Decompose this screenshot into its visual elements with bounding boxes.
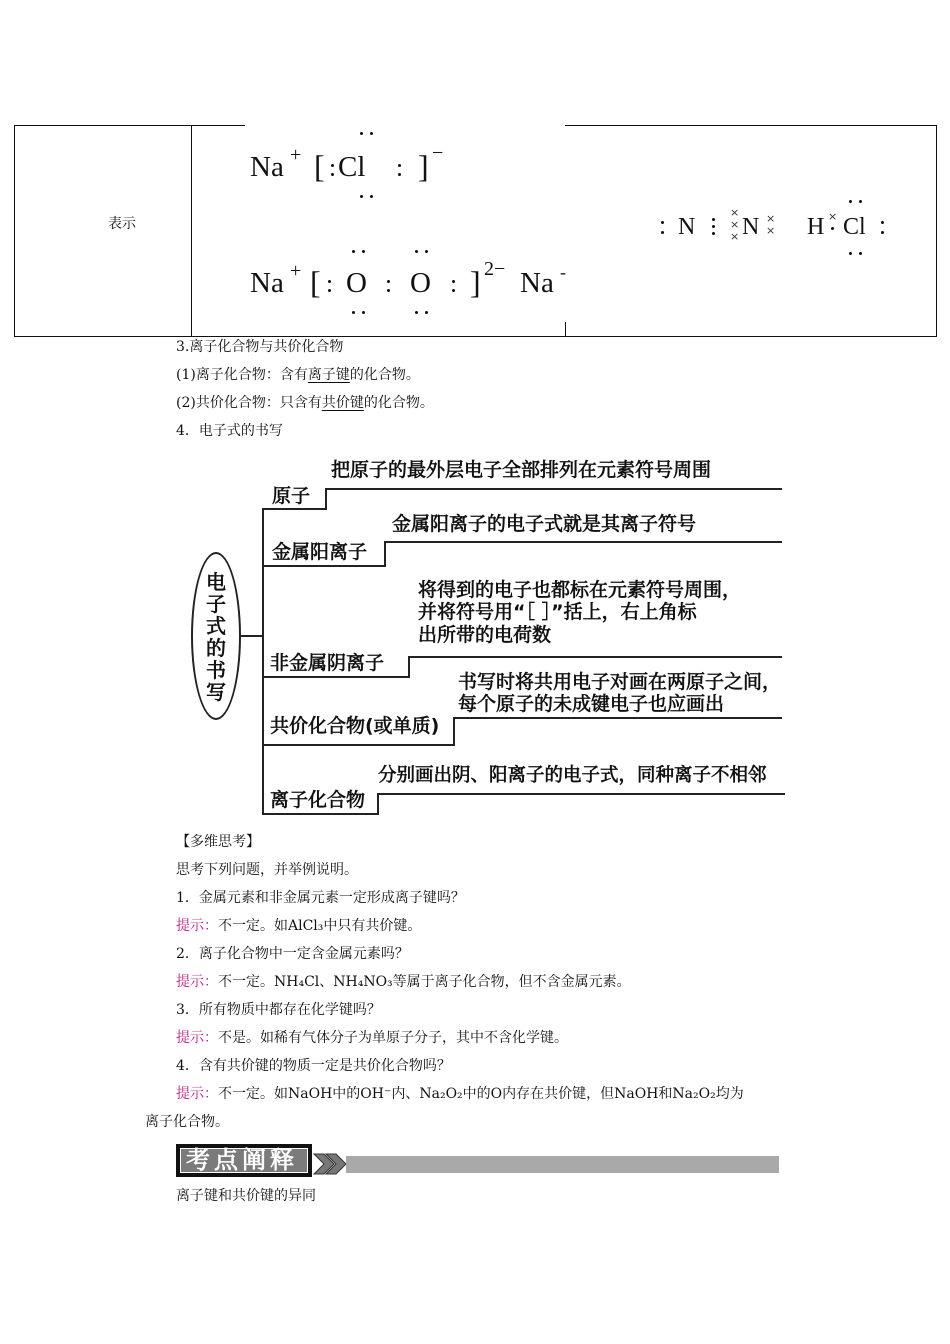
section3-item2: (2)共价化合物：只含有共价键的化合物。 [176, 395, 434, 411]
answer-1: 提示：不一定。如AlCl₃中只有共价键。 [176, 918, 422, 934]
branch-label-covalent: 共价化合物(或单质) [270, 715, 440, 737]
branch-text-ionic-compound: 分别画出阴、阳离子的电子式，同种离子不相邻 [378, 765, 767, 786]
branch-text-covalent-1: 书写时将共用电子对画在两原子之间， [458, 671, 782, 693]
question-2: 2．离子化合物中一定含金属元素吗？ [176, 946, 409, 962]
na2o2-electron-formula: Na + [ O O ] 2− Na - [248, 248, 568, 318]
answer-4: 提示：不一定。如NaOH中的OH⁻内、Na₂O₂中的O内存在共价键，但NaOH和Na₂O₂均为 [176, 1086, 744, 1102]
banner-title: 考点阐释 [186, 1146, 298, 1174]
think-intro: 思考下列问题，并举例说明。 [176, 862, 358, 878]
row-label: 表示 [108, 216, 136, 232]
footer-text: 离子键和共价键的异同 [176, 1188, 316, 1204]
answer-4-continued: 离子化合物。 [145, 1114, 229, 1130]
key-term-ionic-bond: 离子键 [307, 367, 350, 383]
section3-title: 3.离子化合物与共价化合物 [176, 339, 344, 355]
answer-2: 提示：不一定。NH₄Cl、NH₄NO₃等属于离子化合物，但不含金属元素。 [176, 974, 631, 990]
branch-label-atom: 原子 [272, 485, 311, 507]
answer-3: 提示：不是。如稀有气体分子为单原子分子，其中不含化学键。 [176, 1030, 568, 1046]
branch-text-metal-cation: 金属阳离子的电子式就是其离子符号 [392, 513, 697, 535]
branch-text-nonmetal-anion-1: 将得到的电子也都标在元素符号周围， [418, 579, 742, 601]
branch-text-atom: 把原子的最外层电子全部排列在元素符号周围 [331, 459, 712, 481]
section3-item1: (1)离子化合物：含有离子键的化合物。 [176, 367, 420, 383]
nacl-electron-formula: Na + [ Cl ] − [248, 138, 468, 208]
branch-text-nonmetal-anion-2: 并将符号用“［ ］”括上，右上角标 [418, 601, 697, 623]
branch-text-nonmetal-anion-3: 出所带的电荷数 [418, 624, 552, 646]
think-header: 【多维思考】 [176, 834, 260, 850]
key-term-covalent-bond: 共价键 [321, 395, 364, 411]
branch-label-ionic-compound: 离子化合物 [270, 789, 366, 811]
hcl-electron-formula: H × Cl [805, 195, 895, 265]
double-chevron-icon [312, 1152, 348, 1176]
center-label: 电子式的书写 [206, 570, 226, 704]
question-1: 1．金属元素和非金属元素一定形成离子键吗？ [176, 890, 465, 906]
section4-title: 4．电子式的书写 [176, 423, 283, 439]
branch-label-metal-cation: 金属阳离子 [272, 541, 368, 563]
n2-electron-formula: N × × × N × × [658, 205, 788, 255]
question-4: 4．含有共价键的物质一定是共价化合物吗？ [176, 1058, 451, 1074]
branch-label-nonmetal-anion: 非金属阴离子 [270, 652, 385, 674]
question-3: 3．所有物质中都存在化学键吗？ [176, 1002, 381, 1018]
branch-text-covalent-2: 每个原子的未成键电子也应画出 [458, 693, 725, 715]
